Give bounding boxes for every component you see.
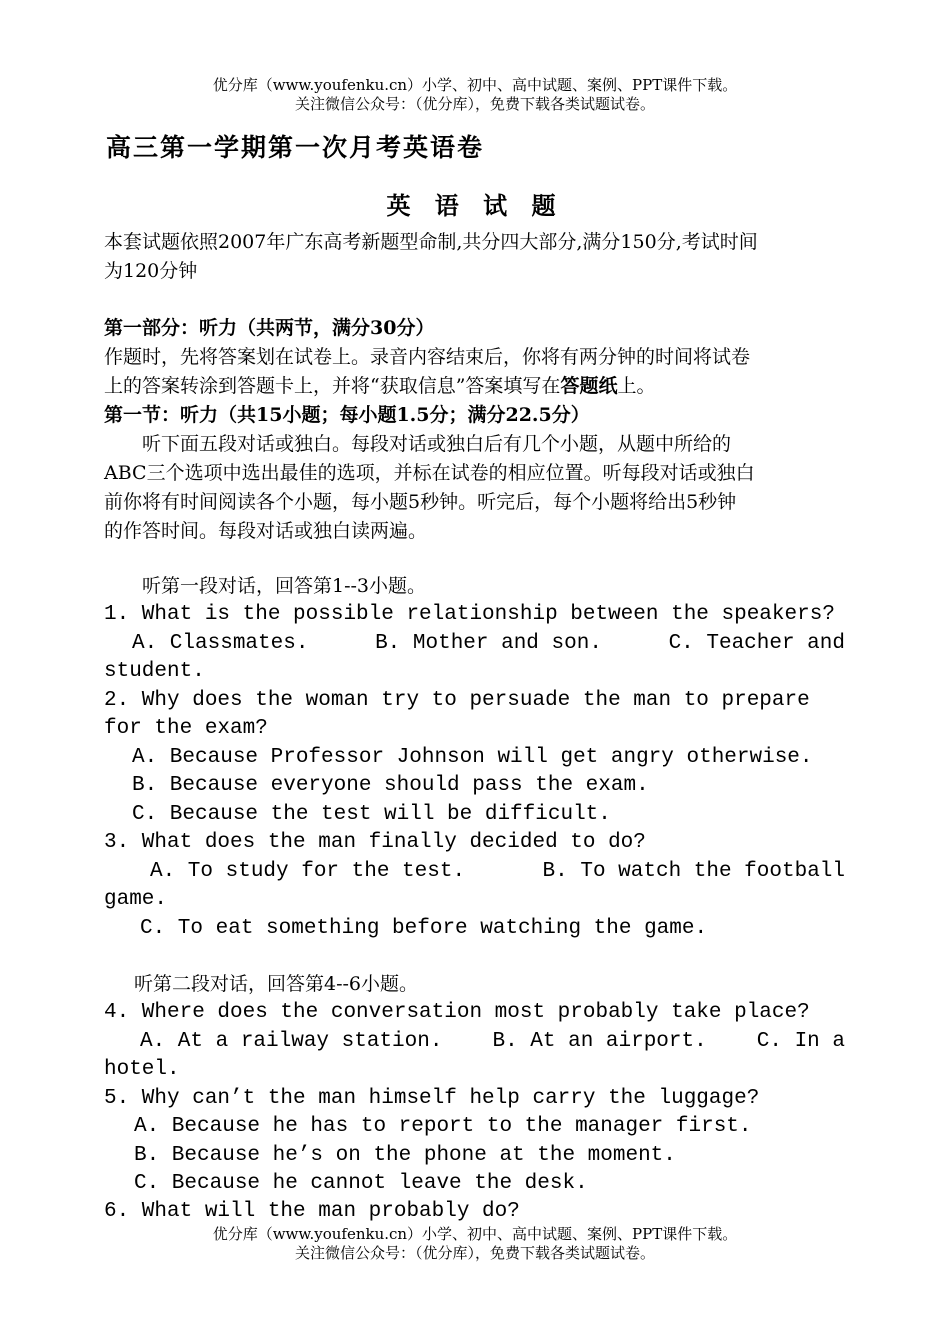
section1-para-line-3: 前你将有时间阅读各个小题，每小题5秒钟。听完后，每个小题将给出5秒钟 <box>104 491 737 513</box>
document-subtitle: 英 语 试 题 <box>386 191 564 220</box>
question-4: 4. Where does the conversation most probably take place? <box>104 1001 810 1024</box>
page-footer <box>0 1225 950 1263</box>
header-line-1: 优分库（www.youfenku.cn）小学、初中、高中试题、案例、PPT课件下载。 <box>212 76 738 94</box>
question-2-line-1: 2. Why does the woman try to persuade the man to prepare <box>104 689 810 712</box>
option-2a: A. Because Professor Johnson will get angry otherwise. <box>132 746 813 769</box>
question-4-options <box>140 1028 845 1057</box>
footer-line-2: 关注微信公众号：（优分库），免费下载各类试题试卷。 <box>294 1244 655 1262</box>
question-3: 3. What does the man finally decided to do? <box>104 831 646 854</box>
option-5c: C. Because he cannot leave the desk. <box>134 1172 588 1195</box>
section1-para-line-4: 的作答时间。每段对话或独白读两遍。 <box>104 520 428 542</box>
question-1: 1. What is the possible relationship between the speakers? <box>104 603 835 626</box>
option-1a: A. Classmates. <box>132 632 309 655</box>
option-3b: B. To watch the football <box>542 860 845 883</box>
document-title: 高三第一学期第一次月考英语卷 <box>106 133 485 162</box>
section1-para-line-2: ABC三个选项中选出最佳的选项，并标在试卷的相应位置。听每段对话或独白 <box>104 462 755 484</box>
option-2c: C. Because the test will be difficult. <box>132 803 611 826</box>
option-4b: B. At an airport. <box>492 1030 707 1053</box>
part1-heading: 第一部分：听力（共两节，满分30分） <box>104 317 435 339</box>
option-1c-cont: student. <box>104 660 205 683</box>
header-line-2: 关注微信公众号：（优分库），免费下载各类试题试卷。 <box>294 95 655 113</box>
page-header <box>0 76 950 114</box>
intro-line-2: 为120分钟 <box>104 260 198 282</box>
intro-line-1: 本套试题依照2007年广东高考新题型命制,共分四大部分,满分150分,考试时间 <box>104 231 758 253</box>
option-3c: C. To eat something before watching the game. <box>140 917 708 940</box>
option-3a: A. To study for the test. <box>150 860 466 883</box>
option-4c: C. In a <box>756 1030 845 1053</box>
question-6: 6. What will the man probably do? <box>104 1200 520 1223</box>
option-3b-cont: game. <box>104 888 168 911</box>
question-5: 5. Why can’t the man himself help carry the luggage? <box>104 1087 760 1110</box>
dialog1-intro: 听第一段对话，回答第1--3小题。 <box>142 575 427 597</box>
instruction-text-end: 上。 <box>617 375 656 397</box>
option-1c: C. Teacher and <box>668 632 845 655</box>
question-2-line-2: for the exam? <box>104 717 268 740</box>
option-5b: B. Because he’s on the phone at the moment. <box>134 1144 676 1167</box>
option-4a: A. At a railway station. <box>140 1030 443 1053</box>
option-2b: B. Because everyone should pass the exam. <box>132 774 649 797</box>
option-1b: B. Mother and son. <box>375 632 602 655</box>
question-1-options <box>132 630 845 659</box>
answer-sheet-emphasis: 答题纸 <box>560 375 618 397</box>
section1-heading: 第一节：听力（共15小题；每小题1.5分；满分22.5分） <box>104 404 590 426</box>
instruction-text: 上的答案转涂到答题卡上，并将“获取信息”答案填写在 <box>104 375 561 397</box>
part1-instruction-line-1: 作题时，先将答案划在试卷上。录音内容结束后，你将有两分钟的时间将试卷 <box>104 346 751 368</box>
question-3-options <box>150 858 845 887</box>
option-4c-cont: hotel. <box>104 1058 180 1081</box>
part1-instruction-line-2 <box>104 372 864 401</box>
section1-para-line-1: 听下面五段对话或独白。每段对话或独白后有几个小题，从题中所给的 <box>104 433 732 455</box>
footer-line-1: 优分库（www.youfenku.cn）小学、初中、高中试题、案例、PPT课件下载。 <box>212 1225 738 1243</box>
option-5a: A. Because he has to report to the manager first. <box>134 1115 752 1138</box>
dialog2-intro: 听第二段对话，回答第4--6小题。 <box>134 973 419 995</box>
